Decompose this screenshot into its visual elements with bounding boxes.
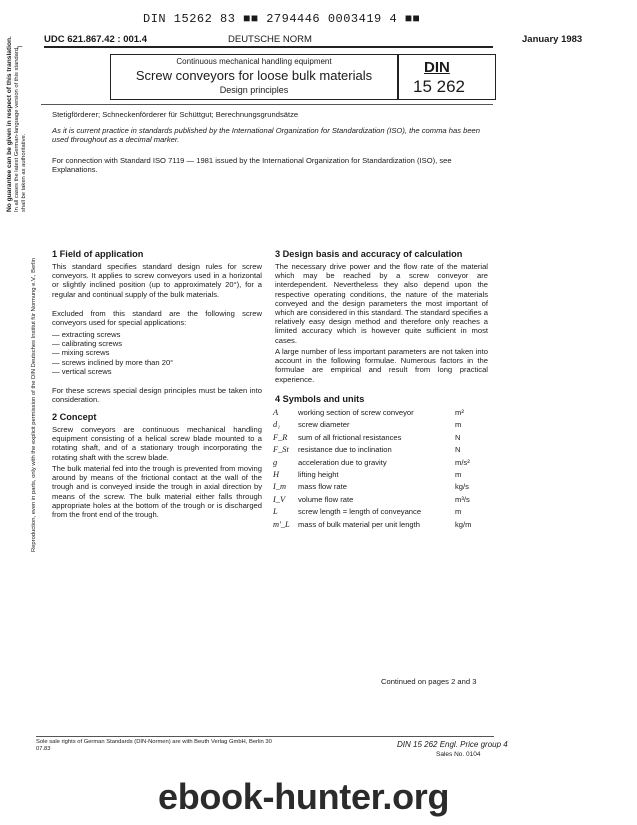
section4-heading: 4 Symbols and units bbox=[275, 394, 365, 404]
symbol-desc: resistance due to inclination bbox=[298, 445, 392, 455]
symbol-desc: acceleration due to gravity bbox=[298, 457, 387, 467]
symbol: I_V bbox=[273, 494, 286, 504]
organization: DEUTSCHE NORM bbox=[228, 34, 312, 45]
german-title: Stetigförderer; Schneckenförderer für Schüttgut; Berechnungsgrundsätze bbox=[52, 110, 299, 119]
list-item: — calibrating screws bbox=[52, 339, 123, 349]
symbol: F_St bbox=[273, 445, 289, 455]
barcode-line: DIN 15262 83 ■■ 2794446 0003419 4 ■■ bbox=[143, 12, 421, 26]
symbol-unit: kg/m bbox=[455, 519, 472, 529]
symbol-row bbox=[273, 408, 488, 420]
symbol-desc: screw length = length of conveyance bbox=[298, 507, 422, 517]
symbol: d₁ bbox=[273, 420, 281, 430]
symbol-desc: lifting height bbox=[298, 470, 339, 479]
reproduction-note: Reproduction, even in parts, only with the explicit permission of the DIN Deutsches Institut für Normung e.V., Berlin bbox=[31, 258, 37, 552]
symbol-unit: m bbox=[455, 420, 462, 430]
section3-heading: 3 Design basis and accuracy of calculation bbox=[275, 249, 463, 259]
corner-tick: ⌐ bbox=[17, 42, 23, 53]
section1-para1: This standard specifies standard design rules for screw conveyors. It applies to screw conveyors used in a horizontal or slightly inclined position (up to approximately 20°), for a regular and continual supply of the bulk materials. bbox=[52, 262, 262, 299]
issue-date: January 1983 bbox=[522, 34, 583, 45]
symbol: H bbox=[273, 470, 280, 479]
iso-note: As it is current practice in standards published by the International Organization for Standardization (ISO), the comma has been used throughout as a decimal marker. bbox=[52, 126, 481, 145]
section1-para3: For these screws special design principles must be taken into consideration. bbox=[52, 386, 262, 405]
sole-sale-text: Sole sale rights of German Standards (DIN-Normen) are with Beuth Verlag GmbH, Berlin 30 bbox=[36, 739, 272, 745]
section1-heading: 1 Field of application bbox=[52, 249, 144, 259]
symbol-row bbox=[273, 458, 488, 470]
symbol-desc: mass flow rate bbox=[298, 482, 347, 492]
symbol-unit: N bbox=[455, 445, 461, 455]
symbol-unit: m bbox=[455, 507, 462, 517]
symbol-desc: sum of all frictional resistances bbox=[298, 432, 402, 442]
symbol-unit: m² bbox=[455, 408, 464, 417]
symbols-table bbox=[273, 408, 488, 534]
symbol-unit: kg/s bbox=[455, 482, 469, 492]
footer-code: 07.83 bbox=[36, 746, 51, 752]
section2-para1: Screw conveyors are continuous mechanical handling equipment consisting of a helical screw blade mounted to a rotating shaft, and of a stationary trough incorporating the rotating shaft with the screw blade. bbox=[52, 425, 262, 462]
title-design: Design principles bbox=[219, 85, 289, 95]
symbol-desc: working section of screw conveyor bbox=[298, 408, 414, 417]
sales-number: Sales No. 0104 bbox=[436, 751, 481, 758]
din-number-box bbox=[398, 54, 496, 100]
title-box bbox=[110, 54, 398, 100]
document-title: Screw conveyors for loose bulk materials bbox=[135, 68, 373, 83]
symbol-unit: N bbox=[455, 432, 461, 442]
symbol-unit: m bbox=[455, 470, 462, 479]
symbol-desc: volume flow rate bbox=[298, 494, 354, 504]
guarantee-small-note: In all cases the latest German-language version of this standard shall be taken as authoritative. bbox=[14, 47, 27, 212]
udc-code: UDC 621.867.42 : 001.4 bbox=[44, 34, 147, 45]
symbol-desc: mass of bulk material per unit length bbox=[298, 519, 420, 529]
symbol-row bbox=[273, 433, 488, 445]
symbol: g bbox=[273, 457, 278, 467]
footer-sole-sale bbox=[36, 739, 306, 753]
list-item: — vertical screws bbox=[52, 366, 112, 376]
section1-list bbox=[52, 330, 262, 376]
symbol-unit: m/s² bbox=[455, 457, 470, 467]
title-subtitle: Continuous mechanical handling equipment bbox=[176, 57, 332, 66]
footer-din-price: DIN 15 262 Engl. Price group 4 bbox=[397, 740, 508, 749]
connection-note: For connection with Standard ISO 7119 — 1981 issued by the International Organization for Standardization (ISO), see Explanations. bbox=[52, 156, 452, 175]
section2-para2: The bulk material fed into the trough is prevented from moving around by means of the frictional contact at the wall of the trough and is conveyed inside the trough in axial direction by means of the screw. The bulk material either falls through appropriate holes at the bottom of the trough or is discharged from the front end of the trough. bbox=[52, 464, 262, 520]
title-rule bbox=[41, 104, 493, 105]
symbol-unit: m³/s bbox=[455, 494, 470, 504]
section3-para1: The necessary drive power and the flow rate of the material which may be reached by a screw conveyor are interdependent. Nevertheless they also depend upon the respective operating conditions, the nature of the materials conveyed and the design parameters the most important of which are considered in this standard. The standard specifies a relatively easy design method and therefore only reaches a limited accuracy which is however quite sufficient in most cases. bbox=[275, 262, 488, 345]
symbol-row bbox=[273, 420, 488, 432]
continued-note: Continued on pages 2 and 3 bbox=[381, 677, 477, 686]
symbol: L bbox=[273, 507, 278, 517]
section1-para2: Excluded from this standard are the following screw conveyors used for special applications: bbox=[52, 309, 262, 328]
symbol-desc: screw diameter bbox=[298, 420, 350, 430]
symbol-row bbox=[273, 470, 488, 482]
symbol-row bbox=[273, 482, 488, 494]
symbol-row bbox=[273, 445, 488, 457]
symbol: F_R bbox=[273, 432, 288, 442]
list-item: — screws inclined by more than 20° bbox=[52, 357, 174, 367]
symbol-row bbox=[273, 495, 488, 507]
header-rule bbox=[44, 46, 493, 48]
din-number: 15 262 bbox=[413, 77, 465, 96]
symbol: I_m bbox=[273, 482, 287, 492]
din-logo: DIN bbox=[424, 59, 450, 76]
guarantee-note: No guarantee can be given in respect of this translation. bbox=[6, 36, 13, 212]
list-item: — mixing screws bbox=[52, 348, 110, 358]
watermark-text: ebook-hunter.org bbox=[158, 776, 450, 817]
section2-heading: 2 Concept bbox=[52, 412, 97, 422]
symbol-row bbox=[273, 507, 488, 519]
list-item: — extracting screws bbox=[52, 330, 121, 339]
symbol-row bbox=[273, 520, 488, 532]
symbol: A bbox=[273, 408, 279, 417]
section3-para2: A large number of less important parameters are not taken into account in the following formulae. Numerous factors in the formulae are empirical and result from long practical experience. bbox=[275, 347, 488, 384]
footer-rule bbox=[36, 736, 494, 737]
symbol: m'_L bbox=[273, 519, 290, 529]
